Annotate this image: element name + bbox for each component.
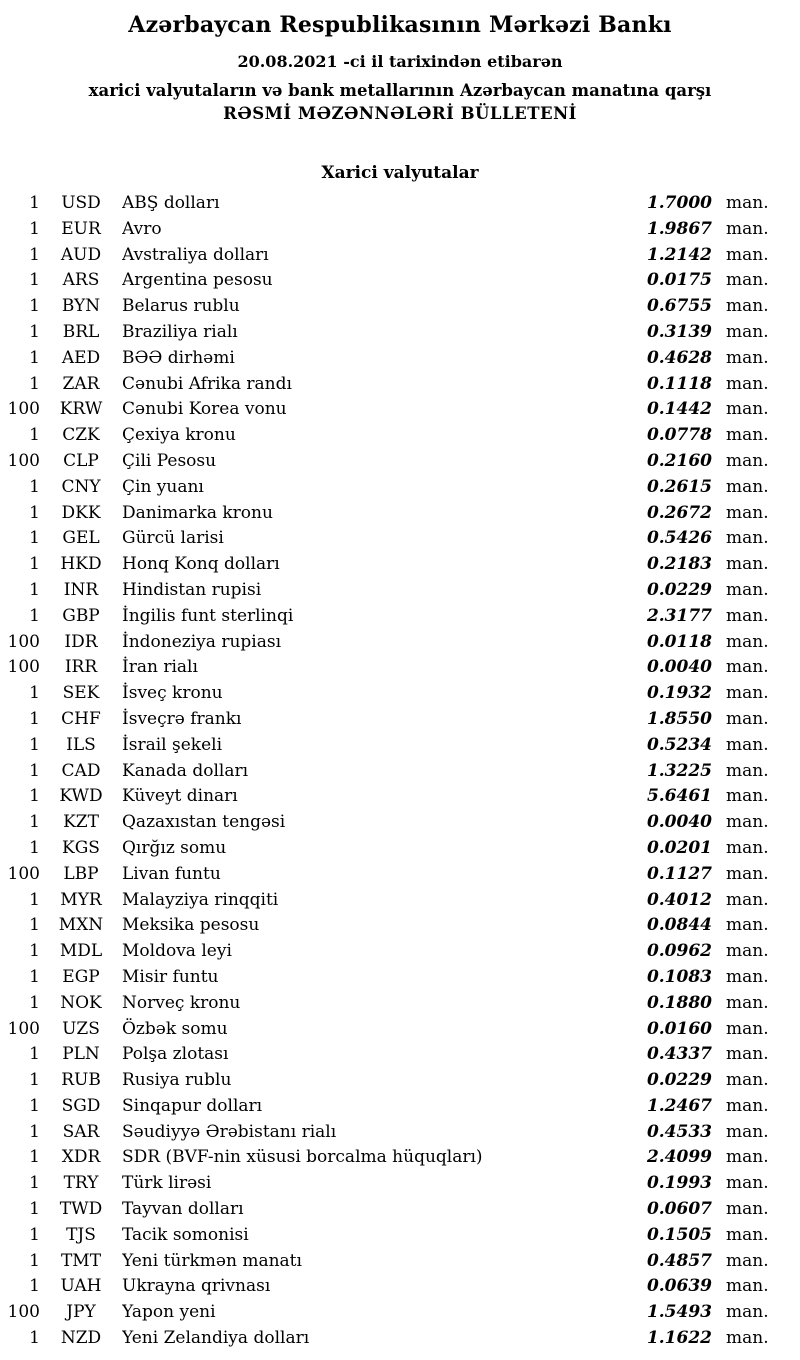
currency-code: USD bbox=[61, 193, 101, 213]
currency-name: Yapon yeni bbox=[122, 1302, 216, 1323]
currency-code: EGP bbox=[62, 966, 100, 987]
currency-unit-label: man. bbox=[726, 1121, 769, 1142]
currency-rate: 0.1993 bbox=[646, 1173, 712, 1194]
currency-unit-label: man. bbox=[726, 941, 769, 962]
currency-unit-label: man. bbox=[726, 1224, 769, 1245]
currency-name: Səudiyyə Ərəbistanı rialı bbox=[122, 1121, 337, 1142]
currency-rate: 0.0118 bbox=[646, 631, 712, 652]
currency-name: Yeni türkmən manatı bbox=[122, 1250, 302, 1271]
currency-code: CNY bbox=[61, 476, 101, 497]
currency-unit-label: man. bbox=[726, 502, 769, 523]
table-row bbox=[0, 1145, 772, 1171]
currency-name: Cənubi Afrika randı bbox=[122, 373, 292, 394]
currency-unit-label: man. bbox=[726, 760, 769, 781]
currency-code: SAR bbox=[62, 1121, 100, 1142]
currency-name: Tacik somonisi bbox=[122, 1224, 249, 1245]
currency-code: ZAR bbox=[62, 373, 100, 394]
currency-code: MXN bbox=[58, 915, 104, 936]
currency-name: Cənubi Korea vonu bbox=[122, 399, 287, 420]
currency-code: CZK bbox=[62, 425, 100, 446]
table-row bbox=[0, 1171, 772, 1197]
currency-quantity: 1 bbox=[29, 812, 40, 833]
table-row bbox=[0, 888, 772, 914]
currency-name: Polşa zlotası bbox=[122, 1044, 229, 1065]
currency-code: RUB bbox=[61, 1070, 101, 1091]
currency-unit-label: man. bbox=[726, 966, 769, 987]
currency-quantity: 100 bbox=[7, 631, 40, 652]
currency-name: Hindistan rupisi bbox=[122, 579, 262, 600]
currency-name: İsveç kronu bbox=[122, 683, 223, 704]
currency-quantity: 1 bbox=[29, 708, 40, 729]
currency-rate: 1.2467 bbox=[646, 1095, 712, 1116]
section-title-foreign-currencies: Xarici valyutalar bbox=[321, 163, 479, 183]
table-row bbox=[0, 217, 772, 243]
currency-rate: 0.5234 bbox=[646, 734, 712, 755]
table-row bbox=[0, 501, 772, 527]
currency-unit-label: man. bbox=[726, 399, 769, 420]
currency-code: BYN bbox=[61, 296, 101, 317]
currency-code: HKD bbox=[60, 554, 102, 575]
currency-quantity: 1 bbox=[29, 992, 40, 1013]
table-row bbox=[0, 449, 772, 475]
currency-name: Çin yuanı bbox=[122, 476, 204, 497]
currency-rate: 0.4857 bbox=[646, 1250, 712, 1271]
currency-quantity: 1 bbox=[29, 347, 40, 368]
currency-name: Tayvan dolları bbox=[122, 1199, 244, 1220]
currency-rate: 0.0040 bbox=[646, 657, 712, 678]
currency-name: Türk lirəsi bbox=[122, 1173, 212, 1194]
currency-quantity: 1 bbox=[29, 1224, 40, 1245]
bulletin-title-line: RƏSMİ MƏZƏNNƏLƏRİ BÜLLETENİ bbox=[223, 104, 577, 123]
currency-quantity: 1 bbox=[29, 915, 40, 936]
currency-rate: 1.9867 bbox=[646, 218, 712, 239]
currency-name: Gürcü larisi bbox=[122, 528, 224, 549]
currency-quantity: 1 bbox=[29, 373, 40, 394]
currency-unit-label: man. bbox=[726, 1250, 769, 1271]
currency-rate: 0.1083 bbox=[646, 966, 712, 987]
currency-quantity: 1 bbox=[29, 476, 40, 497]
currency-quantity: 1 bbox=[29, 554, 40, 575]
table-row bbox=[0, 604, 772, 630]
currency-rate: 0.1442 bbox=[646, 399, 712, 420]
table-row bbox=[0, 707, 772, 733]
currency-rate: 0.0962 bbox=[646, 941, 712, 962]
currency-code: UZS bbox=[62, 1018, 100, 1039]
currency-rate: 0.2672 bbox=[646, 502, 712, 523]
currency-unit-label: man. bbox=[726, 1199, 769, 1220]
currency-code: UAH bbox=[60, 1276, 102, 1297]
currency-quantity: 1 bbox=[29, 837, 40, 858]
currency-quantity: 1 bbox=[29, 966, 40, 987]
currency-code: INR bbox=[63, 579, 99, 600]
currency-quantity: 1 bbox=[29, 244, 40, 265]
currency-code: IDR bbox=[64, 631, 98, 652]
currency-code: TWD bbox=[59, 1199, 103, 1220]
currency-rate: 0.4533 bbox=[646, 1121, 712, 1142]
table-row bbox=[0, 423, 772, 449]
currency-quantity: 1 bbox=[29, 786, 40, 807]
currency-code: ARS bbox=[62, 270, 100, 291]
currency-name: Rusiya rublu bbox=[122, 1070, 232, 1091]
currency-quantity: 1 bbox=[29, 941, 40, 962]
currency-code: XDR bbox=[61, 1147, 101, 1168]
currency-name: Qırğız somu bbox=[122, 837, 227, 858]
currency-code: KWD bbox=[59, 786, 103, 807]
currency-name: Çexiya kronu bbox=[122, 425, 236, 446]
currency-unit-label: man. bbox=[726, 1147, 769, 1168]
currency-rate: 0.1880 bbox=[646, 992, 712, 1013]
table-row bbox=[0, 268, 772, 294]
currency-unit-label: man. bbox=[726, 1018, 769, 1039]
table-row bbox=[0, 243, 772, 269]
currency-unit-label: man. bbox=[726, 915, 769, 936]
currency-rate: 0.0175 bbox=[646, 270, 712, 291]
table-row bbox=[0, 1094, 772, 1120]
currency-rate: 0.2160 bbox=[646, 450, 712, 471]
currency-name: Kanada dolları bbox=[122, 760, 249, 781]
effective-date-line: 20.08.2021 -ci il tarixindən etibarən bbox=[237, 52, 563, 71]
table-row bbox=[0, 294, 772, 320]
currency-unit-label: man. bbox=[726, 1276, 769, 1297]
currency-code: LBP bbox=[63, 863, 99, 884]
currency-quantity: 1 bbox=[29, 1173, 40, 1194]
currency-unit-label: man. bbox=[726, 296, 769, 317]
currency-unit-label: man. bbox=[726, 837, 769, 858]
currency-code: MDL bbox=[59, 941, 103, 962]
currency-name: Ukrayna qrivnası bbox=[122, 1276, 271, 1297]
currency-unit-label: man. bbox=[726, 193, 769, 213]
currency-name: Avro bbox=[122, 218, 162, 239]
currency-quantity: 100 bbox=[7, 863, 40, 884]
currency-unit-label: man. bbox=[726, 218, 769, 239]
currency-name: Malayziya rinqqiti bbox=[122, 889, 279, 910]
table-row bbox=[0, 475, 772, 501]
currency-quantity: 1 bbox=[29, 1044, 40, 1065]
currency-code: BRL bbox=[62, 321, 100, 342]
table-row bbox=[0, 397, 772, 423]
table-row bbox=[0, 965, 772, 991]
currency-code: IRR bbox=[64, 657, 98, 678]
currency-name: Danimarka kronu bbox=[122, 502, 273, 523]
currency-name: Çili Pesosu bbox=[122, 450, 217, 471]
currency-unit-label: man. bbox=[726, 347, 769, 368]
currency-name: SDR (BVF-nin xüsusi borcalma hüquqları) bbox=[122, 1147, 483, 1168]
currency-code: KRW bbox=[59, 399, 103, 420]
table-row bbox=[0, 1120, 772, 1146]
currency-unit-label: man. bbox=[726, 992, 769, 1013]
currency-quantity: 1 bbox=[29, 218, 40, 239]
currency-unit-label: man. bbox=[726, 244, 769, 265]
currency-code: CAD bbox=[61, 760, 101, 781]
currency-rate: 1.1622 bbox=[646, 1328, 712, 1349]
currency-rate: 0.1127 bbox=[646, 863, 712, 884]
currency-unit-label: man. bbox=[726, 1095, 769, 1116]
table-row bbox=[0, 1197, 772, 1223]
currency-unit-label: man. bbox=[726, 605, 769, 626]
currency-code: ILS bbox=[66, 734, 96, 755]
currency-name: İran rialı bbox=[122, 657, 198, 678]
currency-rate: 2.4099 bbox=[646, 1147, 712, 1168]
currency-rate: 0.2183 bbox=[646, 554, 712, 575]
currency-code: NOK bbox=[60, 992, 102, 1013]
currency-name: İsrail şekeli bbox=[122, 734, 222, 755]
currency-name: Sinqapur dolları bbox=[122, 1095, 263, 1116]
currency-unit-label: man. bbox=[726, 889, 769, 910]
table-row bbox=[0, 991, 772, 1017]
table-row bbox=[0, 1223, 772, 1249]
currency-name: Norveç kronu bbox=[122, 992, 241, 1013]
currency-quantity: 100 bbox=[7, 1018, 40, 1039]
currency-rate: 1.5493 bbox=[646, 1302, 712, 1323]
currency-unit-label: man. bbox=[726, 450, 769, 471]
currency-rate: 0.4337 bbox=[646, 1044, 712, 1065]
table-row bbox=[0, 836, 772, 862]
currency-rate: 0.2615 bbox=[646, 476, 712, 497]
currency-code: GEL bbox=[62, 528, 100, 549]
table-row bbox=[0, 372, 772, 398]
currency-quantity: 1 bbox=[29, 1070, 40, 1091]
currency-rate: 0.0229 bbox=[646, 579, 712, 600]
currency-name: Moldova leyi bbox=[122, 941, 232, 962]
currency-quantity: 1 bbox=[29, 1328, 40, 1349]
currency-quantity: 1 bbox=[29, 760, 40, 781]
currency-quantity: 100 bbox=[7, 450, 40, 471]
currency-quantity: 1 bbox=[29, 1147, 40, 1168]
currency-code: CLP bbox=[63, 450, 99, 471]
table-row bbox=[0, 810, 772, 836]
currency-unit-label: man. bbox=[726, 270, 769, 291]
currency-quantity: 1 bbox=[29, 528, 40, 549]
currency-name: Avstraliya dolları bbox=[122, 244, 269, 265]
table-row bbox=[0, 733, 772, 759]
currency-code: PLN bbox=[62, 1044, 100, 1065]
currency-quantity: 1 bbox=[29, 1276, 40, 1297]
currency-code: NZD bbox=[60, 1328, 102, 1349]
currency-rate: 0.1505 bbox=[646, 1224, 712, 1245]
currency-code: CHF bbox=[61, 708, 101, 729]
currency-name: İndoneziya rupiası bbox=[122, 631, 282, 652]
currency-unit-label: man. bbox=[726, 708, 769, 729]
currency-rate: 0.0607 bbox=[646, 1199, 712, 1220]
table-row bbox=[0, 913, 772, 939]
currency-quantity: 1 bbox=[29, 425, 40, 446]
currency-code: TRY bbox=[63, 1173, 99, 1194]
currency-unit-label: man. bbox=[726, 734, 769, 755]
currency-name: BƏƏ dirhəmi bbox=[122, 347, 235, 368]
currency-unit-label: man. bbox=[726, 476, 769, 497]
table-row bbox=[0, 578, 772, 604]
table-row bbox=[0, 1042, 772, 1068]
table-row bbox=[0, 552, 772, 578]
currency-code: GBP bbox=[62, 605, 100, 626]
currency-unit-label: man. bbox=[726, 425, 769, 446]
currency-name: Özbək somu bbox=[122, 1018, 228, 1039]
currency-rate: 1.2142 bbox=[646, 244, 712, 265]
currency-quantity: 1 bbox=[29, 605, 40, 626]
table-row bbox=[0, 784, 772, 810]
table-row bbox=[0, 1274, 772, 1300]
currency-rate: 0.0201 bbox=[646, 837, 712, 858]
currency-rate: 0.0778 bbox=[646, 425, 712, 446]
currency-unit-label: man. bbox=[726, 1302, 769, 1323]
currency-quantity: 1 bbox=[29, 1095, 40, 1116]
currency-code: SEK bbox=[62, 683, 100, 704]
currency-name: Braziliya rialı bbox=[122, 321, 238, 342]
table-row bbox=[0, 630, 772, 656]
currency-quantity: 1 bbox=[29, 734, 40, 755]
table-row bbox=[0, 939, 772, 965]
currency-quantity: 100 bbox=[7, 1302, 40, 1323]
page-title: Azərbaycan Respublikasının Mərkəzi Bankı bbox=[128, 12, 672, 38]
currency-unit-label: man. bbox=[726, 863, 769, 884]
currency-rate: 0.4628 bbox=[646, 347, 712, 368]
currency-name: İngilis funt sterlinqi bbox=[122, 605, 294, 626]
table-row bbox=[0, 655, 772, 681]
table-row bbox=[0, 1249, 772, 1275]
currency-rate: 1.8550 bbox=[646, 708, 712, 729]
currency-quantity: 1 bbox=[29, 1121, 40, 1142]
currency-code: JPY bbox=[66, 1302, 96, 1323]
currency-quantity: 1 bbox=[29, 1250, 40, 1271]
currency-rate: 5.6461 bbox=[646, 786, 712, 807]
currency-code: TJS bbox=[66, 1224, 96, 1245]
table-row bbox=[0, 1300, 772, 1326]
currency-name: Meksika pesosu bbox=[122, 915, 260, 936]
currency-unit-label: man. bbox=[726, 554, 769, 575]
table-row bbox=[0, 346, 772, 372]
currency-name: Livan funtu bbox=[122, 863, 221, 884]
currency-name: ABŞ dolları bbox=[122, 193, 220, 213]
currency-quantity: 100 bbox=[7, 399, 40, 420]
currency-quantity: 1 bbox=[29, 296, 40, 317]
table-row bbox=[0, 526, 772, 552]
currency-rate: 0.0639 bbox=[646, 1276, 712, 1297]
currency-quantity: 1 bbox=[29, 502, 40, 523]
table-row bbox=[0, 1326, 772, 1352]
currency-name: Misir funtu bbox=[122, 966, 219, 987]
currency-rate: 0.6755 bbox=[646, 296, 712, 317]
currency-quantity: 1 bbox=[29, 579, 40, 600]
currency-rate: 0.0229 bbox=[646, 1070, 712, 1091]
table-row bbox=[0, 1017, 772, 1043]
table-row bbox=[0, 862, 772, 888]
currency-unit-label: man. bbox=[726, 321, 769, 342]
currency-code: AUD bbox=[60, 244, 102, 265]
currency-rate: 0.0844 bbox=[646, 915, 712, 936]
currency-unit-label: man. bbox=[726, 373, 769, 394]
currency-quantity: 1 bbox=[29, 321, 40, 342]
currency-unit-label: man. bbox=[726, 657, 769, 678]
table-row bbox=[0, 320, 772, 346]
currency-rate: 2.3177 bbox=[646, 605, 712, 626]
currency-rate: 0.5426 bbox=[646, 528, 712, 549]
table-row bbox=[0, 1068, 772, 1094]
currency-name: Qazaxıstan tengəsi bbox=[122, 812, 286, 833]
currency-name: Argentina pesosu bbox=[122, 270, 273, 291]
currency-quantity: 1 bbox=[29, 889, 40, 910]
currency-code: DKK bbox=[61, 502, 101, 523]
table-row bbox=[0, 759, 772, 785]
currency-code: SGD bbox=[61, 1095, 101, 1116]
currency-code: EUR bbox=[61, 218, 101, 239]
currency-code: MYR bbox=[60, 889, 102, 910]
currency-unit-label: man. bbox=[726, 631, 769, 652]
currency-unit-label: man. bbox=[726, 1044, 769, 1065]
subtitle-line: xarici valyutaların və bank metallarının Azərbaycan manatına qarşı bbox=[88, 81, 712, 100]
currency-quantity: 1 bbox=[29, 1199, 40, 1220]
currency-unit-label: man. bbox=[726, 683, 769, 704]
currency-rate: 0.0160 bbox=[646, 1018, 712, 1039]
currency-rate: 0.1118 bbox=[646, 373, 712, 394]
table-row bbox=[0, 681, 772, 707]
currency-rate: 0.3139 bbox=[646, 321, 712, 342]
currency-unit-label: man. bbox=[726, 786, 769, 807]
currency-name: Honq Konq dolları bbox=[122, 554, 280, 575]
currency-unit-label: man. bbox=[726, 1070, 769, 1091]
currency-unit-label: man. bbox=[726, 579, 769, 600]
currency-code: AED bbox=[61, 347, 101, 368]
currency-name: Yeni Zelandiya dolları bbox=[122, 1328, 310, 1349]
currency-quantity: 1 bbox=[29, 270, 40, 291]
currency-unit-label: man. bbox=[726, 812, 769, 833]
currency-name: Küveyt dinarı bbox=[122, 786, 238, 807]
currency-rate: 1.3225 bbox=[646, 760, 712, 781]
currency-quantity: 100 bbox=[7, 657, 40, 678]
currency-code: KZT bbox=[63, 812, 99, 833]
currency-quantity: 1 bbox=[29, 683, 40, 704]
table-row bbox=[0, 191, 772, 217]
currency-code: KGS bbox=[62, 837, 100, 858]
currency-unit-label: man. bbox=[726, 1328, 769, 1349]
currency-unit-label: man. bbox=[726, 528, 769, 549]
currency-rate: 0.0040 bbox=[646, 812, 712, 833]
rates-table bbox=[0, 189, 800, 1360]
currency-rate: 0.4012 bbox=[646, 889, 712, 910]
currency-quantity: 1 bbox=[29, 193, 40, 213]
currency-name: İsveçrə frankı bbox=[122, 708, 242, 729]
currency-unit-label: man. bbox=[726, 1173, 769, 1194]
currency-code: TMT bbox=[60, 1250, 102, 1271]
currency-rate: 1.7000 bbox=[646, 193, 712, 213]
currency-rate: 0.1932 bbox=[646, 683, 712, 704]
currency-name: Belarus rublu bbox=[122, 296, 240, 317]
